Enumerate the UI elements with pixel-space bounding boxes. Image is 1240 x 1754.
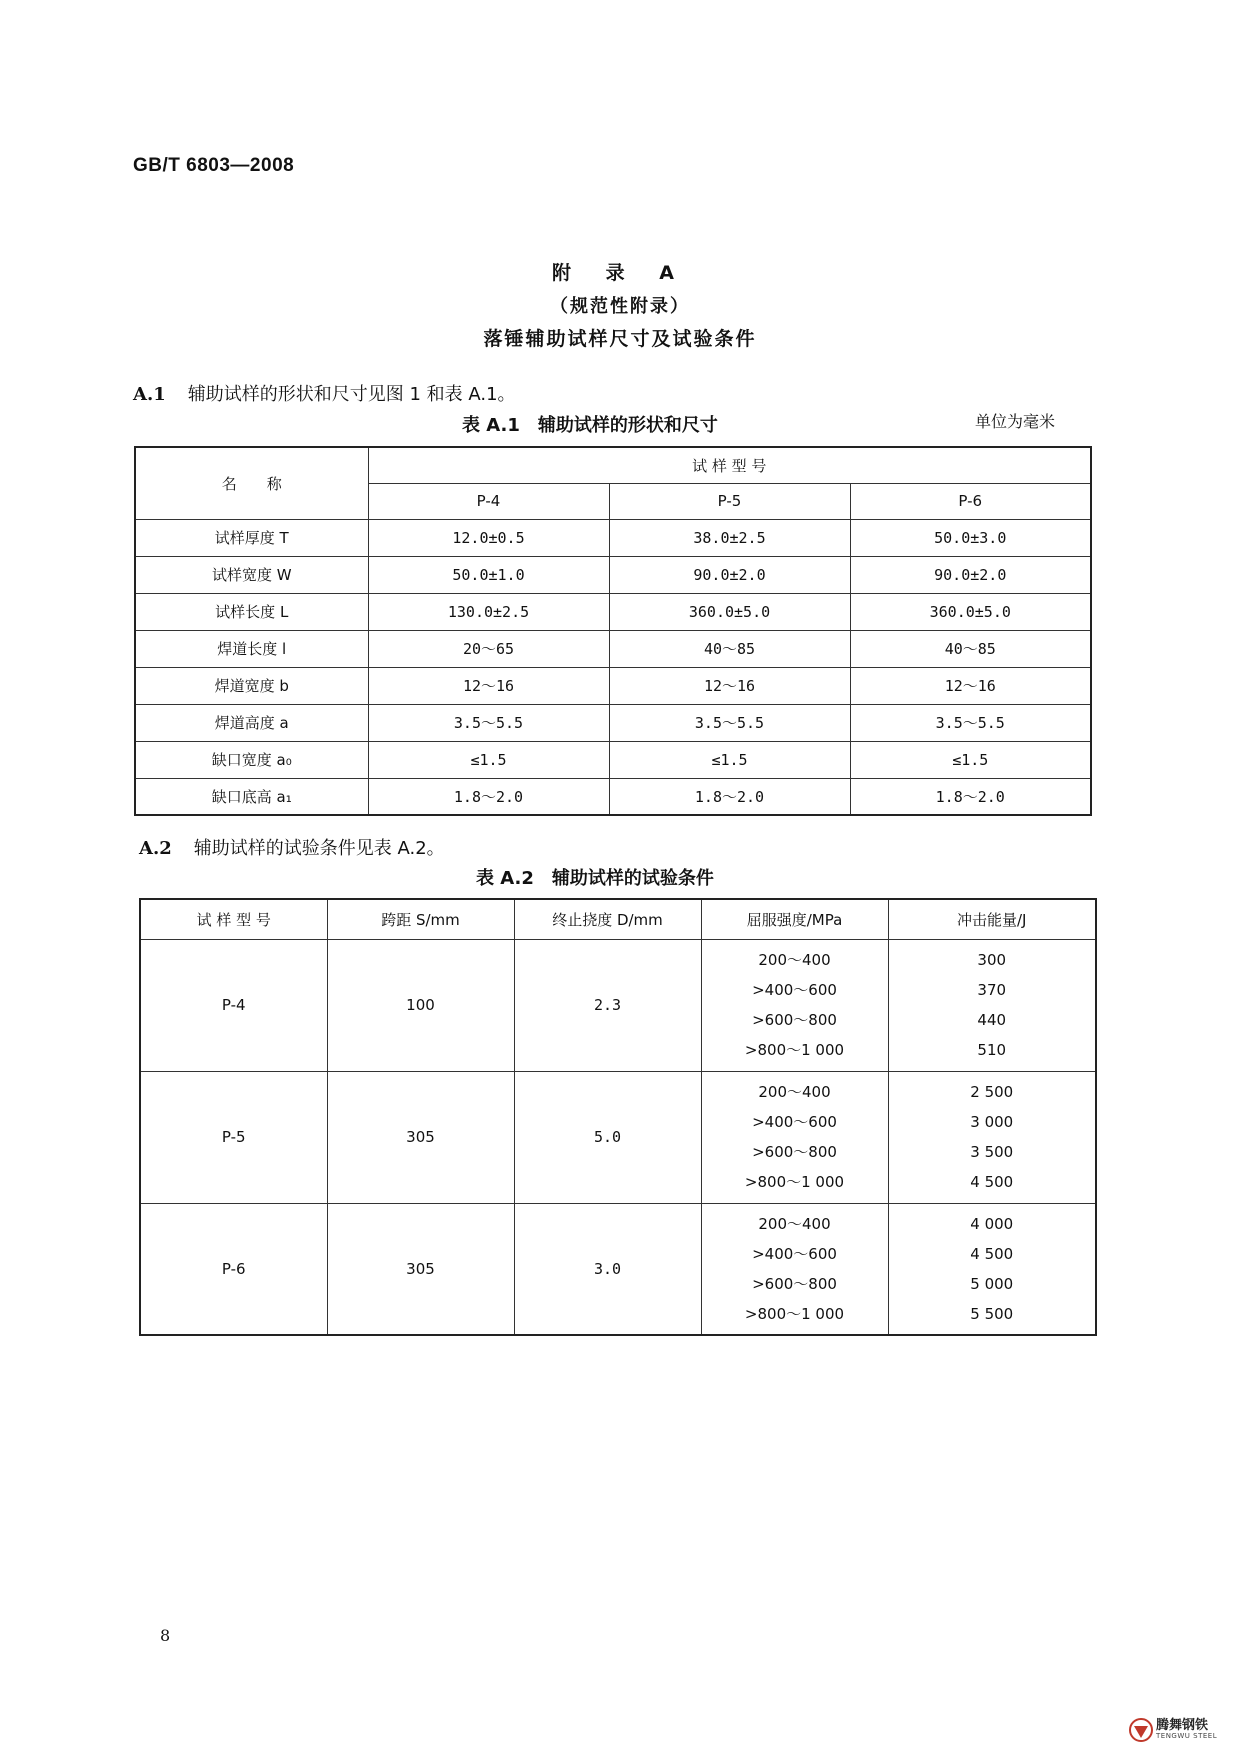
- table2-header-type: 试 样 型 号: [140, 899, 327, 939]
- table-cell: 100: [327, 939, 514, 1071]
- table-row: [135, 593, 1091, 630]
- table-row: [140, 939, 1096, 1071]
- table1-col-p5: P-5: [609, 483, 850, 519]
- table-row: [135, 519, 1091, 556]
- table-cell: 38.0±2.5: [609, 519, 850, 556]
- table1-col-p4: P-4: [368, 483, 609, 519]
- appendix-subtitle: 落锤辅助试样尺寸及试验条件: [483, 328, 757, 350]
- table1: [134, 446, 1092, 816]
- table2-caption: [476, 864, 714, 890]
- row-label: 试样长度 L: [135, 593, 368, 630]
- energy-value: 5 500: [970, 1304, 1014, 1323]
- row-label: 试样宽度 W: [135, 556, 368, 593]
- strength-cell: [701, 1071, 888, 1203]
- table1-caption: [462, 411, 718, 437]
- table-cell: 20～65: [368, 630, 609, 667]
- table-row: [140, 1203, 1096, 1335]
- table-cell: 130.0±2.5: [368, 593, 609, 630]
- section-a1-text: 辅助试样的形状和尺寸见图 1 和表 A.1。: [187, 384, 516, 405]
- table-cell: ≤1.5: [609, 741, 850, 778]
- energy-value: 510: [977, 1041, 1007, 1059]
- table-cell: P-4: [140, 939, 327, 1071]
- strength-range: >400～600: [752, 1244, 837, 1263]
- section-a2-number: A.2: [139, 838, 172, 859]
- table-cell: 305: [327, 1203, 514, 1335]
- strength-range: >400～600: [752, 1113, 837, 1131]
- logo-mark-icon: [1128, 1717, 1154, 1743]
- table-cell: 3.5～5.5: [368, 704, 609, 741]
- table2: [139, 898, 1097, 1336]
- table1-name-header: 名 称: [135, 447, 368, 519]
- strength-range: >800～1 000: [744, 1173, 845, 1191]
- table-cell: 40～85: [609, 630, 850, 667]
- table-cell: 50.0±1.0: [368, 556, 609, 593]
- table-cell: 5.0: [514, 1071, 701, 1203]
- table-cell: 3.0: [514, 1203, 701, 1335]
- page-number: 8: [160, 1626, 171, 1645]
- table-cell: 12～16: [850, 667, 1091, 704]
- row-label: 焊道高度 a: [135, 704, 368, 741]
- table-cell: 1.8～2.0: [609, 778, 850, 815]
- table-cell: 12～16: [368, 667, 609, 704]
- table-cell: 50.0±3.0: [850, 519, 1091, 556]
- table2-header-strength: 屈服强度/MPa: [701, 899, 888, 939]
- energy-value: 4 000: [970, 1214, 1014, 1233]
- table2-header-deflection: 终止挠度 D/mm: [514, 899, 701, 939]
- energy-value: 3 000: [970, 1113, 1014, 1131]
- table1-type-header: 试 样 型 号: [368, 447, 1091, 483]
- energy-cell: [888, 939, 1096, 1071]
- table-row: [135, 704, 1091, 741]
- standard-code: GB/T 6803—2008: [133, 155, 295, 176]
- strength-cell: [701, 939, 888, 1071]
- logo-subtext: TENGWU STEEL: [1156, 1732, 1218, 1740]
- table-row: [140, 1071, 1096, 1203]
- table-row: [135, 667, 1091, 704]
- table-cell: 360.0±5.0: [609, 593, 850, 630]
- row-label: 缺口底高 a₁: [135, 778, 368, 815]
- strength-range: >400～600: [752, 981, 837, 999]
- energy-value: 5 000: [970, 1274, 1014, 1293]
- table2-caption-number: 表 A.2: [476, 868, 534, 889]
- strength-range: >800～1 000: [744, 1041, 845, 1059]
- table-cell: ≤1.5: [850, 741, 1091, 778]
- table-cell: P-5: [140, 1071, 327, 1203]
- table1-col-p6: P-6: [850, 483, 1091, 519]
- section-a2-text: 辅助试样的试验条件见表 A.2。: [193, 838, 445, 859]
- appendix-type: （规范性附录）: [550, 296, 690, 317]
- table-cell: 360.0±5.0: [850, 593, 1091, 630]
- table-cell: 3.5～5.5: [850, 704, 1091, 741]
- energy-value: 440: [977, 1011, 1007, 1029]
- strength-range: 200～400: [758, 1214, 831, 1233]
- strength-range: >600～800: [752, 1274, 837, 1293]
- table-cell: 90.0±2.0: [850, 556, 1091, 593]
- strength-cell: [701, 1203, 888, 1335]
- appendix-title: 附 录 A: [552, 262, 688, 284]
- table-row: [135, 741, 1091, 778]
- strength-range: >600～800: [752, 1011, 837, 1029]
- row-label: 焊道宽度 b: [135, 667, 368, 704]
- energy-value: 4 500: [970, 1173, 1014, 1191]
- strength-range: >800～1 000: [744, 1304, 845, 1323]
- table-cell: 12.0±0.5: [368, 519, 609, 556]
- table-cell: 2.3: [514, 939, 701, 1071]
- table-cell: 3.5～5.5: [609, 704, 850, 741]
- strength-range: >600～800: [752, 1143, 837, 1161]
- energy-value: 4 500: [970, 1244, 1014, 1263]
- table2-header-energy: 冲击能量/J: [888, 899, 1096, 939]
- logo-text: 腾舞钢铁: [1156, 1718, 1209, 1733]
- energy-cell: [888, 1203, 1096, 1335]
- table1-caption-number: 表 A.1: [462, 415, 520, 436]
- energy-value: 370: [977, 981, 1007, 999]
- energy-value: 3 500: [970, 1143, 1014, 1161]
- table2-caption-text: 辅助试样的试验条件: [551, 868, 714, 889]
- section-a2: [139, 834, 445, 860]
- energy-value: 2 500: [970, 1083, 1014, 1101]
- table2-header-span: 跨距 S/mm: [327, 899, 514, 939]
- section-a1-number: A.1: [133, 384, 166, 405]
- table-cell: 1.8～2.0: [368, 778, 609, 815]
- strength-range: 200～400: [758, 1083, 831, 1101]
- table-cell: P-6: [140, 1203, 327, 1335]
- section-a1: [133, 380, 516, 406]
- energy-cell: [888, 1071, 1096, 1203]
- row-label: 焊道长度 l: [135, 630, 368, 667]
- table-cell: 40～85: [850, 630, 1091, 667]
- table-row: [135, 630, 1091, 667]
- table-cell: ≤1.5: [368, 741, 609, 778]
- table1-unit: 单位为毫米: [975, 412, 1056, 431]
- row-label: 缺口宽度 a₀: [135, 741, 368, 778]
- strength-range: 200～400: [758, 951, 831, 969]
- row-label: 试样厚度 T: [135, 519, 368, 556]
- table-cell: 1.8～2.0: [850, 778, 1091, 815]
- table-row: [135, 556, 1091, 593]
- table-row: [135, 778, 1091, 815]
- energy-value: 300: [977, 951, 1007, 969]
- table1-caption-text: 辅助试样的形状和尺寸: [537, 415, 718, 436]
- table-cell: 305: [327, 1071, 514, 1203]
- table-cell: 90.0±2.0: [609, 556, 850, 593]
- table-cell: 12～16: [609, 667, 850, 704]
- publisher-logo: [1128, 1712, 1234, 1748]
